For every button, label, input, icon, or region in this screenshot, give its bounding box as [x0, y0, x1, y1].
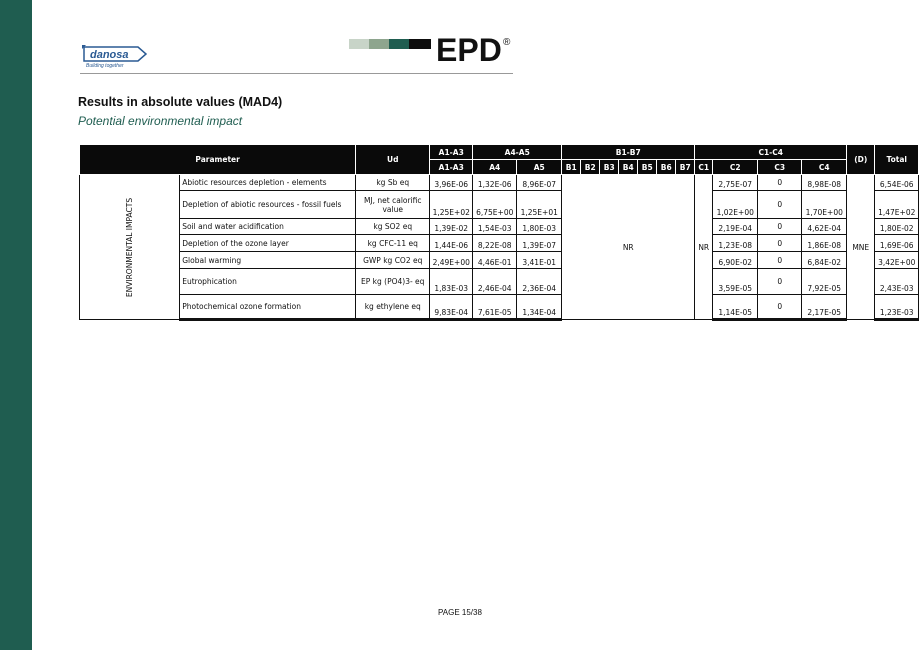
- table-row: [80, 191, 919, 219]
- c4-cell: 2,17E-05: [802, 295, 847, 320]
- a1a3-cell: 9,83E-04: [430, 295, 473, 320]
- table-row: [80, 235, 919, 252]
- a4-cell: 7,61E-05: [473, 295, 517, 320]
- header-c4: C4: [802, 160, 847, 175]
- c2-cell: 3,59E-05: [713, 269, 758, 295]
- epd-bar-4: [409, 39, 431, 49]
- a5-cell: 1,80E-03: [517, 219, 562, 235]
- param-cell: Depletion of abiotic resources - fossil fuels: [180, 191, 356, 219]
- logo-wordmark: danosa: [90, 49, 129, 61]
- a5-cell: 3,41E-01: [517, 252, 562, 269]
- header-a1a3: A1-A3: [430, 160, 473, 175]
- a4-cell: 1,32E-06: [473, 175, 517, 191]
- unit-cell: GWP kg CO2 eq: [356, 252, 430, 269]
- a5-cell: 2,36E-04: [517, 269, 562, 295]
- a5-cell: 1,25E+01: [517, 191, 562, 219]
- a1a3-cell: 1,44E-06: [430, 235, 473, 252]
- epd-bar-3: [389, 39, 409, 49]
- header-parameter: Parameter: [80, 145, 356, 175]
- section-title: Results in absolute values (MAD4): [78, 95, 283, 109]
- header-a5: A5: [517, 160, 562, 175]
- c3-cell: 0: [758, 269, 802, 295]
- epd-color-bars: [349, 39, 431, 49]
- header-a1a3-group: A1-A3: [430, 145, 473, 160]
- results-table: [79, 144, 919, 321]
- header-b1b7-group: B1-B7: [562, 145, 695, 160]
- c3-cell: 0: [758, 295, 802, 320]
- c3-cell: 0: [758, 252, 802, 269]
- c4-cell: 6,84E-02: [802, 252, 847, 269]
- header-b6: B6: [657, 160, 676, 175]
- header-b1: B1: [562, 160, 581, 175]
- unit-cell: kg Sb eq: [356, 175, 430, 191]
- unit-cell: EP kg (PO4)3- eq: [356, 269, 430, 295]
- c3-cell: 0: [758, 191, 802, 219]
- param-cell: Eutrophication: [180, 269, 356, 295]
- header-ud: Ud: [356, 145, 430, 175]
- total-cell: 1,80E-02: [875, 219, 919, 235]
- unit-cell: kg CFC-11 eq: [356, 235, 430, 252]
- d-mne-cell: MNE: [847, 175, 875, 320]
- header-total: Total: [875, 145, 919, 175]
- logo-tagline: Building together: [86, 63, 124, 69]
- c4-cell: 4,62E-04: [802, 219, 847, 235]
- c2-cell: 1,14E-05: [713, 295, 758, 320]
- c4-cell: 1,86E-08: [802, 235, 847, 252]
- a1a3-cell: 2,49E+00: [430, 252, 473, 269]
- a4-cell: 8,22E-08: [473, 235, 517, 252]
- header-b4: B4: [619, 160, 638, 175]
- c4-cell: 7,92E-05: [802, 269, 847, 295]
- table-row: [80, 295, 919, 320]
- c4-cell: 1,70E+00: [802, 191, 847, 219]
- total-cell: 1,69E-06: [875, 235, 919, 252]
- a5-cell: 1,39E-07: [517, 235, 562, 252]
- a5-cell: 8,96E-07: [517, 175, 562, 191]
- header-c3: C3: [758, 160, 802, 175]
- side-accent-bar: [0, 0, 32, 650]
- epd-bar-2: [369, 39, 389, 49]
- c3-cell: 0: [758, 175, 802, 191]
- danosa-logo-mark: [80, 43, 150, 65]
- header-c2: C2: [713, 160, 758, 175]
- a1a3-cell: 1,25E+02: [430, 191, 473, 219]
- header-b5: B5: [638, 160, 657, 175]
- table-row: [80, 219, 919, 235]
- header-c1: C1: [695, 160, 713, 175]
- c2-cell: 6,90E-02: [713, 252, 758, 269]
- epd-registered-mark: ®: [503, 37, 511, 48]
- table-row: [80, 175, 919, 191]
- total-cell: 3,42E+00: [875, 252, 919, 269]
- a1a3-cell: 3,96E-06: [430, 175, 473, 191]
- header-b2: B2: [581, 160, 600, 175]
- a4-cell: 2,46E-04: [473, 269, 517, 295]
- table-header-row-1: [80, 145, 919, 160]
- header-b3: B3: [600, 160, 619, 175]
- section-subtitle: Potential environmental impact: [78, 114, 243, 128]
- section-label-cell: [80, 175, 180, 320]
- c1-nr-cell: NR: [695, 175, 713, 320]
- c2-cell: 2,75E-07: [713, 175, 758, 191]
- total-cell: 2,43E-03: [875, 269, 919, 295]
- a5-cell: 1,34E-04: [517, 295, 562, 320]
- danosa-logo: [80, 43, 150, 71]
- param-cell: Depletion of the ozone layer: [180, 235, 356, 252]
- header-a4: A4: [473, 160, 517, 175]
- c3-cell: 0: [758, 235, 802, 252]
- param-cell: Abiotic resources depletion - elements: [180, 175, 356, 191]
- table-row: [80, 269, 919, 295]
- c2-cell: 1,02E+00: [713, 191, 758, 219]
- a1a3-cell: 1,83E-03: [430, 269, 473, 295]
- param-cell: Soil and water acidification: [180, 219, 356, 235]
- c3-cell: 0: [758, 219, 802, 235]
- b1b7-nr-cell: NR: [562, 175, 695, 320]
- c2-cell: 2,19E-04: [713, 219, 758, 235]
- section-label: ENVIRONMENTAL IMPACTS: [125, 197, 135, 297]
- total-cell: 1,23E-03: [875, 295, 919, 320]
- unit-cell: kg ethylene eq: [356, 295, 430, 320]
- param-cell: Global warming: [180, 252, 356, 269]
- unit-cell: MJ, net calorific value: [356, 191, 430, 219]
- header-d: (D): [847, 145, 875, 175]
- param-cell: Photochemical ozone formation: [180, 295, 356, 320]
- a4-cell: 1,54E-03: [473, 219, 517, 235]
- epd-logo-text: EPD: [436, 32, 502, 68]
- page-number: PAGE 15/38: [438, 608, 482, 617]
- table-row: [80, 252, 919, 269]
- unit-cell: kg SO2 eq: [356, 219, 430, 235]
- epd-bar-1: [349, 39, 369, 49]
- a4-cell: 4,46E-01: [473, 252, 517, 269]
- header-b7: B7: [676, 160, 695, 175]
- a4-cell: 6,75E+00: [473, 191, 517, 219]
- header-a4a5-group: A4-A5: [473, 145, 562, 160]
- total-cell: 1,47E+02: [875, 191, 919, 219]
- header-divider: [80, 73, 513, 74]
- a1a3-cell: 1,39E-02: [430, 219, 473, 235]
- c4-cell: 8,98E-08: [802, 175, 847, 191]
- c2-cell: 1,23E-08: [713, 235, 758, 252]
- header-c1c4-group: C1-C4: [695, 145, 847, 160]
- total-cell: 6,54E-06: [875, 175, 919, 191]
